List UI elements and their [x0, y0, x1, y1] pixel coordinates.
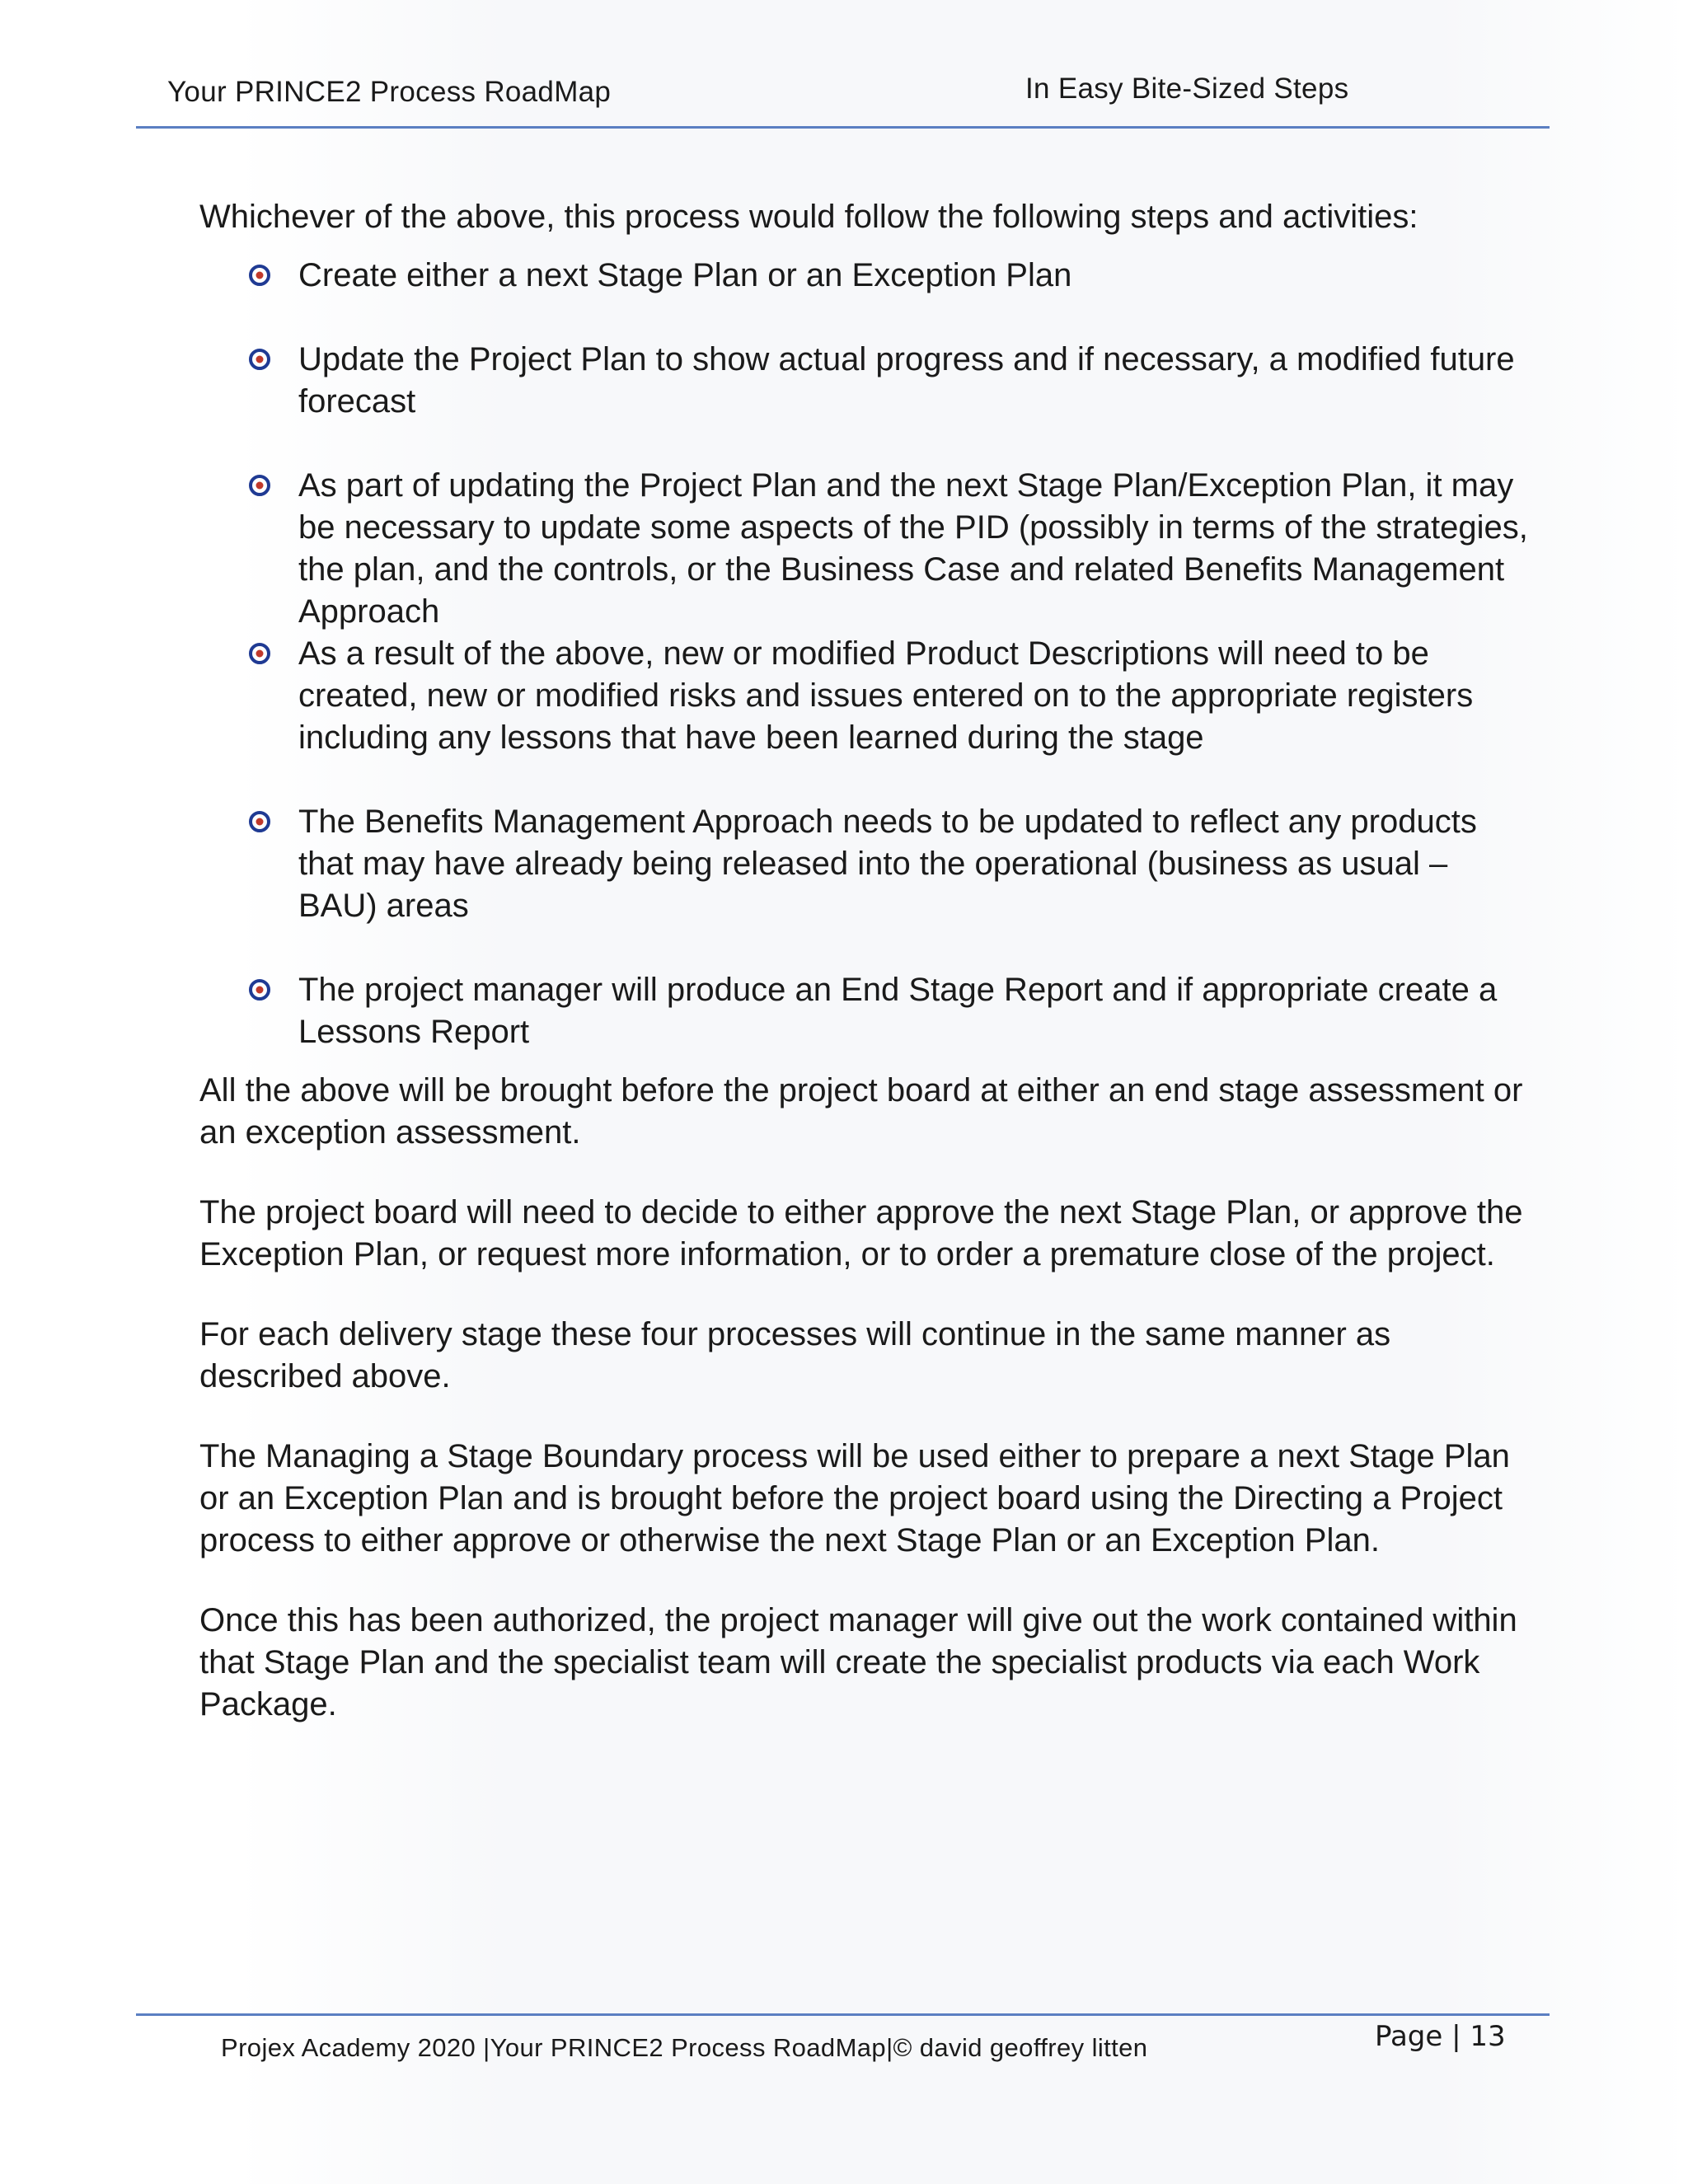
main-content [199, 196, 1535, 1726]
page-number: Page | 13 [1375, 2020, 1506, 2053]
list-item-text: Update the Project Plan to show actual progress and if necessary, a modified future forecast [298, 341, 1515, 419]
list-item [199, 465, 1535, 633]
list-item-text: Create either a next Stage Plan or an Exception Plan [298, 257, 1072, 293]
intro-paragraph: Whichever of the above, this process would follow the following steps and activities: [199, 199, 1418, 235]
body-paragraph: The Managing a Stage Boundary process will be used either to prepare a next Stage Plan or an Exception Plan and is brought before the project board using the Directing a Project process to either approve or otherwise the next Stage Plan or an Exception Plan. [199, 1438, 1510, 1558]
target-bullet-icon [248, 474, 271, 497]
list-item [199, 633, 1535, 759]
target-bullet-icon [248, 978, 271, 1001]
body-paragraph: All the above will be brought before the project board at either an end stage assessment or an exception assessment. [199, 1072, 1523, 1151]
header-rule [136, 126, 1550, 129]
body-paragraph: The project board will need to decide to either approve the next Stage Plan, or approve the Exception Plan, or request more information, or to order a premature close of the project. [199, 1194, 1523, 1272]
footer-copyright: Projex Academy 2020 |Your PRINCE2 Process RoadMap|© david geoffrey litten [221, 2033, 1148, 2062]
list-item [199, 969, 1535, 1053]
list-item-text: As a result of the above, new or modified Product Descriptions will need to be created, new or modified risks and issues entered on to the appropriate registers including any lessons that have been learned during the stage [298, 635, 1474, 756]
steps-list [199, 255, 1535, 1053]
list-item [199, 339, 1535, 423]
body-paragraph: Once this has been authorized, the project manager will give out the work contained within that Stage Plan and the specialist team will create the specialist products via each Work Package. [199, 1602, 1517, 1722]
list-item-text: The Benefits Management Approach needs to be updated to reflect any products that may have already being released into the operational (business as usual – BAU) areas [298, 804, 1477, 924]
body-paragraph: For each delivery stage these four processes will continue in the same manner as described above. [199, 1316, 1391, 1394]
header-title: Your PRINCE2 Process RoadMap [167, 76, 612, 108]
list-item [199, 801, 1535, 927]
target-bullet-icon [248, 264, 271, 287]
target-bullet-icon [248, 810, 271, 833]
list-item [199, 255, 1535, 297]
list-item-text: The project manager will produce an End Stage Report and if appropriate create a Lessons Report [298, 972, 1498, 1050]
list-item-text: As part of updating the Project Plan and the next Stage Plan/Exception Plan, it may be necessary to update some aspects of the PID (possibly in terms of the strategies, the plan, and the controls, or the Business Case and related Benefits Management Approach [298, 467, 1528, 630]
footer-rule [136, 2013, 1550, 2016]
target-bullet-icon [248, 348, 271, 371]
target-bullet-icon [248, 642, 271, 665]
header-subtitle: In Easy Bite-Sized Steps [1025, 73, 1349, 105]
